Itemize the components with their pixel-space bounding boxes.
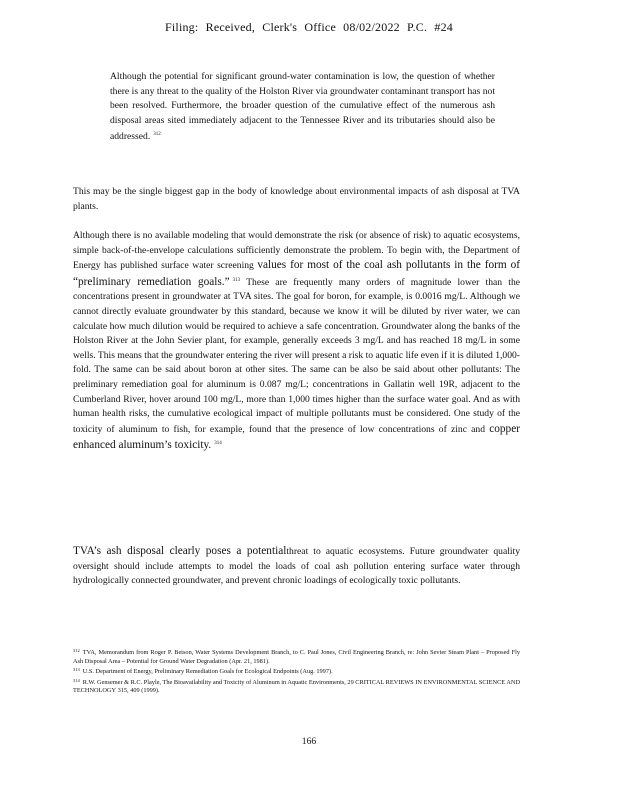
footnote-number: 312: [73, 648, 80, 653]
page-number: 166: [301, 736, 317, 747]
footnote-312: [73, 647, 520, 666]
filing-header: Filing: Received, Clerk's Office 08/02/2022 P.C. #24: [165, 20, 453, 34]
block-quote: [110, 70, 495, 145]
footnote-journal: RITICAL REVIEWS IN ENVIRONMENTAL SCIENCE AND TECHNOLOGY: [73, 678, 520, 695]
modeling-text-large-1: values for most of the coal ash pollutants in the form of “preliminary remediation goals.”: [73, 259, 520, 288]
footnote-text: TVA, Memorandum from Roger P. Betson, Water Systems Development Branch, to C. Paul Jones, Civil Engineering Branch, re: John Sevier Steam Plant – Proposed Fly Ash Disposal Area – Potential for Ground Water Degradation (Apr. 21, 1981).: [73, 649, 520, 665]
footnote-number: 313: [73, 667, 80, 673]
footnote-ref-314[interactable]: 314: [214, 441, 222, 447]
footnote-ref-312[interactable]: 312: [153, 132, 161, 138]
footnote-number: 314: [73, 677, 80, 683]
footnote-text: U.S. Department of Energy, Preliminary Remediation Goals for Ecological Endpoints (Aug. 1997).: [82, 668, 333, 676]
footnote-tail: 315, 409 (1999).: [117, 687, 160, 695]
modeling-text-2: These are frequently many orders of magnitude lower than the concentrations present in groundwater at TVA sites. The goal for boron, for example, is 0.0016 mg/L. Although we cannot directly evaluate groundwater by this standard, because we know it will be diluted by river water, we can calculate how much dilution would be required to achieve a safe concentration. Groundwater along the banks of the Holston River at the John Sevier plant, for example, generally exceeds 3 mg/L and has reached 18 mg/L in some wells. This means that the groundwater entering the river will present a risk to aquatic life even if it is diluted 1,000-fold. The same can be said about boron at other sites. The same can be also be said about other pollutants: The preliminary remediation goal for aluminum is 0.087 mg/L; concentrations in Gallatin well 19R, adjacent to the Cumberland River, hover around 100 mg/L, more than 1,000 times higher than the surface water goal. And as with human health risks, the cumulative ecological impact of multiple pollutants must be considered. One study of the toxicity of aluminum to fish, for example, found that the presence of low concentrations of zinc and: [73, 276, 520, 435]
paragraph-gap: This may be the single biggest gap in the body of knowledge about environmental impacts of ash disposal at TVA plants.: [73, 186, 520, 212]
footnote-text: R.W. Gensemer & R.C. Playle, The Bioavailability and Toxicity of Aluminum in Aquatic Environments, 29 C: [82, 678, 360, 686]
footnote-313: [73, 666, 520, 677]
modeling-text-large-2: copper enhanced aluminum’s toxicity.: [73, 422, 520, 452]
block-quote-text: Although the potential for significant ground-water contamination is low, the question of whether there is any threat to the quality of the Holston River via groundwater contaminant transport has not been resolved. Furthermore, the broader question of the cumulative effect of the numerous ash disposal areas sited immediately adjacent to the Tennessee River and its tributaries should also be addressed.: [110, 71, 495, 143]
footnote-314: [73, 677, 520, 696]
paragraph-final: [73, 544, 520, 589]
modeling-text-1: Although there is no available modeling that would demonstrate the risk (or absence of risk) to aquatic ecosystems, simple back-of-the-envelope calculations sufficiently demonstrate the problem. To begin with, the Department of Energy has published surface water screening: [73, 230, 520, 272]
footnote-ref-313[interactable]: 313: [232, 277, 241, 283]
final-text-large: TVA’s ash disposal clearly poses a potential: [73, 545, 287, 557]
footnotes: [73, 647, 520, 696]
paragraph-modeling: [73, 229, 520, 454]
final-text-rest: threat to aquatic ecosystems. Future groundwater quality oversight should include attempts to model the loads of coal ash pollution entering surface water through hydrologically connected groundwater, and prevent chronic loadings of ecologically toxic pollutants.: [73, 546, 520, 587]
